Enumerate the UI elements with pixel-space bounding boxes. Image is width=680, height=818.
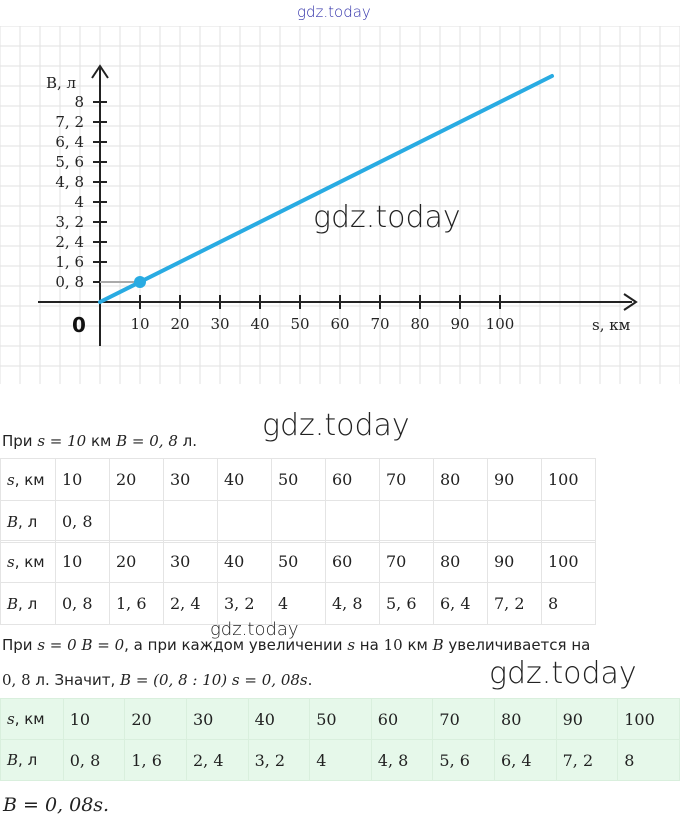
table-cell: 30 <box>186 699 248 740</box>
table-cell: 2, 4 <box>186 740 248 781</box>
table-cell: 90 <box>556 699 618 740</box>
table-cell <box>380 501 434 543</box>
table-1 <box>0 458 596 543</box>
watermark: gdz.today <box>262 408 410 443</box>
x-tick-label: 90 <box>450 315 470 333</box>
y-tick-label: 2, 4 <box>55 233 84 251</box>
table-cell: 0, 8 <box>56 501 110 543</box>
table-cell: 40 <box>218 459 272 501</box>
table-row <box>1 459 596 501</box>
x-tick-label: 10 <box>130 315 150 333</box>
y-tick-label: 4 <box>74 193 84 211</box>
text-line-3: 0, 8 л. Значит, B = (0, 8 : 10) s = 0, 08s. <box>2 671 313 689</box>
table-row <box>1 541 596 583</box>
y-axis-label: B, л <box>46 74 77 92</box>
row-label: B, л <box>1 501 56 543</box>
x-tick-label: 100 <box>485 315 515 333</box>
row-label: B, л <box>1 740 64 781</box>
table-cell: 80 <box>434 541 488 583</box>
table-cell: 0, 8 <box>56 583 110 625</box>
row-label: s, км <box>1 699 64 740</box>
table-cell: 4 <box>310 740 372 781</box>
table-cell: 70 <box>433 699 495 740</box>
y-tick-label: 0, 8 <box>55 273 84 291</box>
table-cell: 90 <box>488 459 542 501</box>
watermark: gdz.today <box>313 200 461 235</box>
table-cell: 10 <box>56 541 110 583</box>
table-cell: 3, 2 <box>248 740 310 781</box>
table-row <box>1 699 680 740</box>
table-cell <box>272 501 326 543</box>
table-cell: 6, 4 <box>495 740 557 781</box>
row-label: s, км <box>1 459 56 501</box>
table-cell: 100 <box>618 699 680 740</box>
table-cell: 6, 4 <box>434 583 488 625</box>
table-cell: 70 <box>380 541 434 583</box>
table-cell: 7, 2 <box>556 740 618 781</box>
table-cell: 50 <box>272 541 326 583</box>
table-cell: 20 <box>110 541 164 583</box>
row-label: B, л <box>1 583 56 625</box>
table-row <box>1 740 680 781</box>
table-2 <box>0 540 596 625</box>
table-cell: 7, 2 <box>488 583 542 625</box>
table-cell <box>164 501 218 543</box>
y-tick-label: 8 <box>74 93 84 111</box>
table-cell: 50 <box>310 699 372 740</box>
table-cell: 100 <box>542 541 596 583</box>
table-3 <box>0 698 680 781</box>
text-line-1: При s = 10 км B = 0, 8 л. <box>2 432 198 450</box>
x-tick-label: 60 <box>330 315 350 333</box>
table-cell: 80 <box>434 459 488 501</box>
table-cell: 50 <box>272 459 326 501</box>
table-cell: 0, 8 <box>63 740 125 781</box>
table-cell: 60 <box>326 459 380 501</box>
table-row <box>1 501 596 543</box>
table-cell: 20 <box>125 699 187 740</box>
y-tick-label: 3, 2 <box>55 213 84 231</box>
table-cell: 1, 6 <box>110 583 164 625</box>
table-cell <box>434 501 488 543</box>
table-cell: 4, 8 <box>371 740 433 781</box>
table-cell: 2, 4 <box>164 583 218 625</box>
table-cell: 100 <box>542 459 596 501</box>
table-cell <box>488 501 542 543</box>
table-cell: 70 <box>380 459 434 501</box>
table-cell: 4, 8 <box>326 583 380 625</box>
table-cell: 30 <box>164 541 218 583</box>
text-line-2: При s = 0 B = 0, а при каждом увеличении s на 10 км B увеличивается на <box>2 636 591 654</box>
table-cell: 60 <box>326 541 380 583</box>
x-tick-label: 70 <box>370 315 390 333</box>
y-tick-label: 5, 6 <box>55 153 84 171</box>
data-point <box>134 276 146 288</box>
x-axis-label: s, км <box>592 316 631 334</box>
marks <box>100 76 552 302</box>
x-tick-label: 50 <box>290 315 310 333</box>
table-cell: 30 <box>164 459 218 501</box>
row-label: s, км <box>1 541 56 583</box>
x-tick-label: 40 <box>250 315 270 333</box>
table-cell: 8 <box>542 583 596 625</box>
table-cell: 8 <box>618 740 680 781</box>
table-cell <box>326 501 380 543</box>
y-tick-label: 7, 2 <box>55 113 84 131</box>
watermark: gdz.today <box>297 3 371 21</box>
y-tick-label: 6, 4 <box>55 133 84 151</box>
y-tick-label: 4, 8 <box>55 173 84 191</box>
table-cell: 40 <box>248 699 310 740</box>
origin-label: 0 <box>72 313 86 337</box>
table-cell <box>542 501 596 543</box>
y-tick-label: 1, 6 <box>55 253 84 271</box>
final-formula: B = 0, 08s. <box>3 794 110 816</box>
x-tick-label: 30 <box>210 315 230 333</box>
watermark: gdz.today <box>210 619 299 640</box>
table-cell: 10 <box>56 459 110 501</box>
table-cell: 10 <box>63 699 125 740</box>
table-cell: 40 <box>218 541 272 583</box>
table-cell: 3, 2 <box>218 583 272 625</box>
watermark: gdz.today <box>489 656 637 691</box>
table-cell: 5, 6 <box>433 740 495 781</box>
table-cell <box>110 501 164 543</box>
table-cell: 20 <box>110 459 164 501</box>
table-cell: 80 <box>495 699 557 740</box>
x-tick-label: 80 <box>410 315 430 333</box>
table-cell: 1, 6 <box>125 740 187 781</box>
table-cell: 5, 6 <box>380 583 434 625</box>
series-line <box>100 76 552 302</box>
table-cell: 90 <box>488 541 542 583</box>
table-cell: 60 <box>371 699 433 740</box>
table-cell <box>218 501 272 543</box>
x-tick-label: 20 <box>170 315 190 333</box>
table-cell: 4 <box>272 583 326 625</box>
